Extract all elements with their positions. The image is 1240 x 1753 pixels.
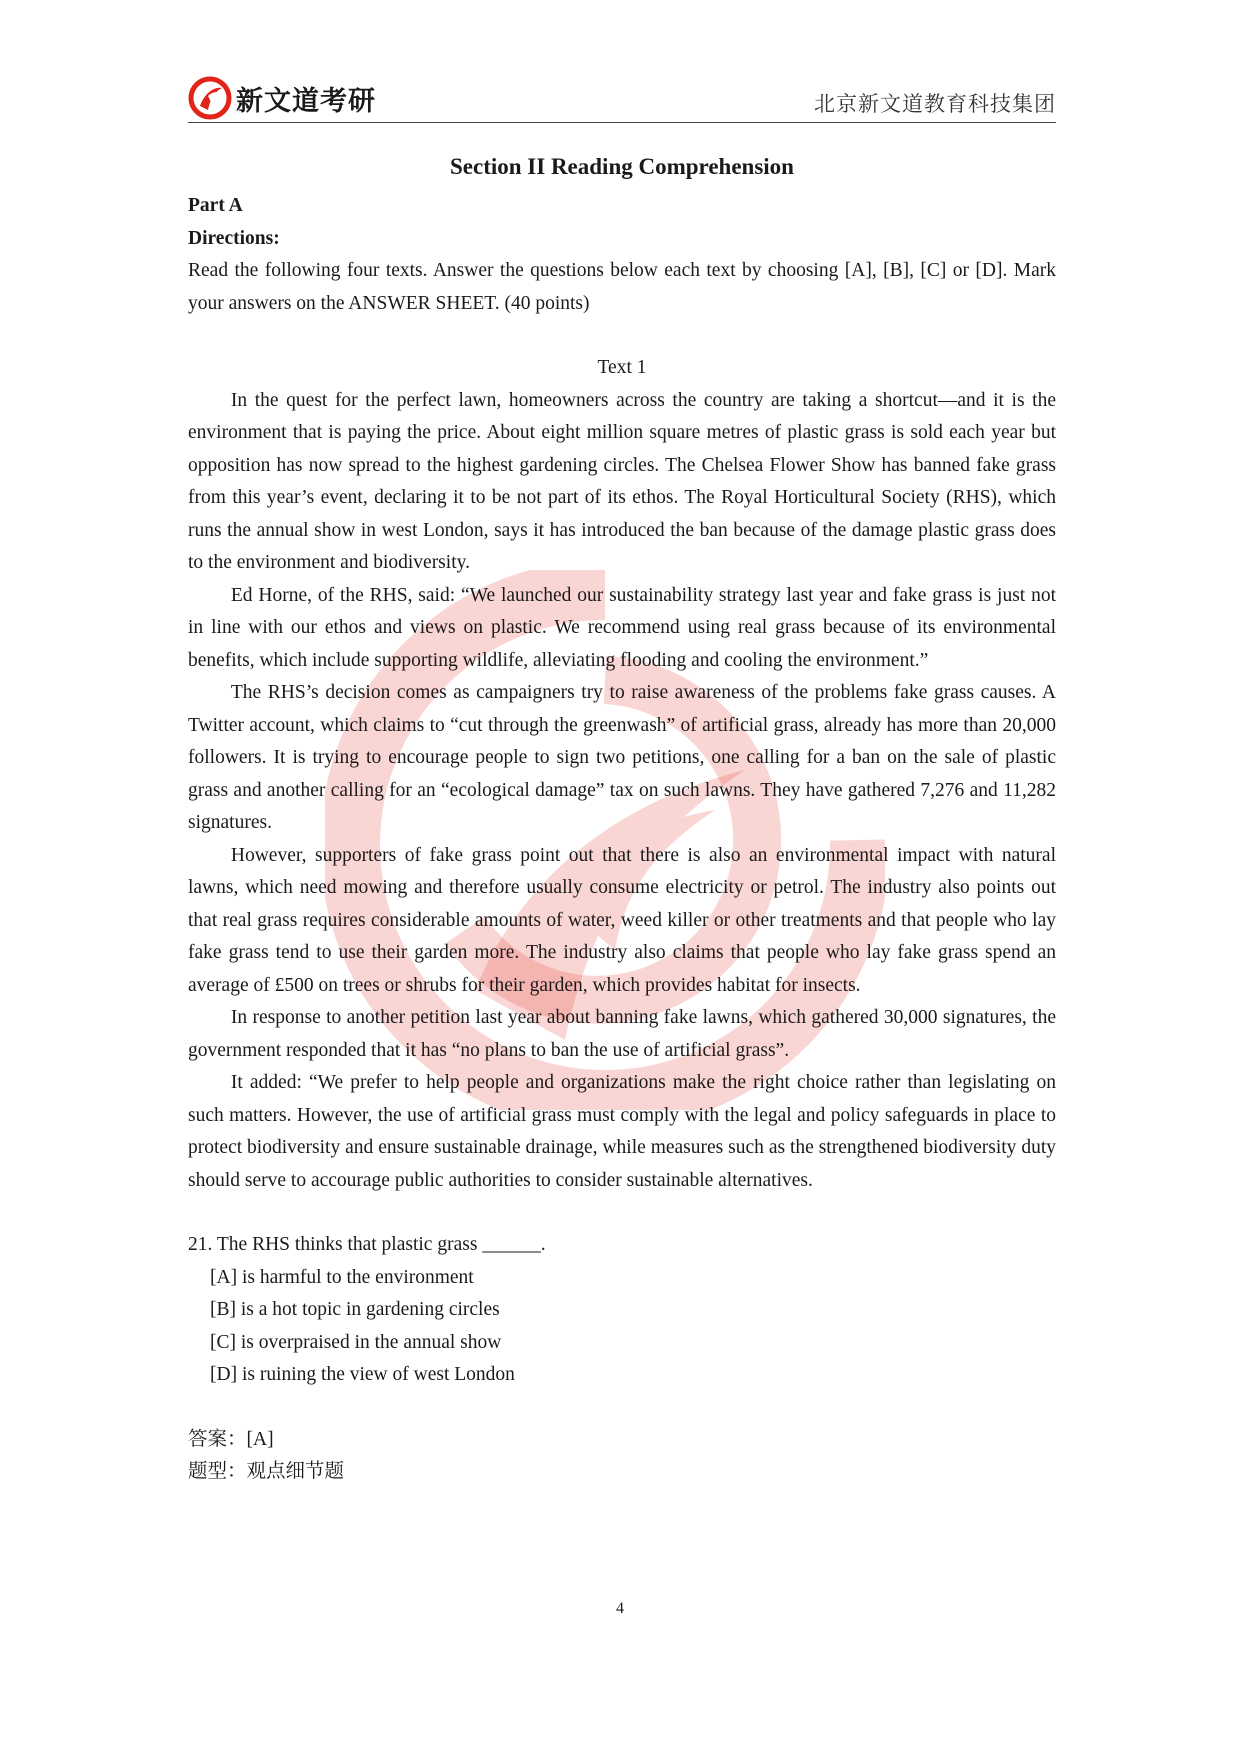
paragraph-6: It added: “We prefer to help people and organizations make the right choice rather than legislating on such matters. However, the use of artificial grass must comply with the legal and policy safeguards in place to protect biodiversity and ensure sustainable drainage, while measures such as the strengthened biodiversity duty should serve to accourage public authorities to consider sustainable alternatives. (188, 1072, 1056, 1191)
answer-line: 答案：[A] (188, 1428, 274, 1450)
directions-text: Read the following four texts. Answer the questions below each text by choosing [A], [B], [C] or [D]. Mark your answers on the ANSWER SHEET. (40 points) (188, 260, 1056, 314)
paragraph-1: In the quest for the perfect lawn, homeowners across the country are taking a shortcut—and it is the environment that is paying the price. About eight million square metres of plastic grass is sold each year but opposition has now spread to the highest gardening circles. The Chelsea Flower Show has banned fake grass from this year’s event, declaring it to be not part of its ethos. The Royal Horticultural Society (RHS), which runs the annual show in west London, says it has introduced the ban because of the damage plastic grass does to the environment and biodiversity. (188, 389, 1056, 573)
directions-label: Directions: (188, 227, 280, 249)
option-d: [D] is ruining the view of west London (210, 1364, 515, 1385)
part-label: Part A (188, 195, 243, 216)
question-type-line: 题型：观点细节题 (188, 1461, 345, 1482)
option-c: [C] is overpraised in the annual show (210, 1331, 502, 1353)
question-stem: 21. The RHS thinks that plastic grass ______. (188, 1234, 546, 1255)
paragraph-2: Ed Horne, of the RHS, said: “We launched our sustainability strategy last year and fake grass is just not in line with our ethos and views on plastic. We recommend using real grass because of its environmental benefits, which include supporting wildlife, alleviating flooding and cooling the environment.” (188, 584, 1056, 671)
option-a: [A] is harmful to the environment (210, 1266, 474, 1288)
section-title: Section II Reading Comprehension (450, 154, 794, 179)
text-title: Text 1 (597, 357, 647, 378)
page-header (188, 72, 1056, 123)
paragraph-5: In response to another petition last year about banning fake lawns, which gathered 30,000 signatures, the government responded that it has “no plans to ban the use of artificial grass”. (188, 1007, 1056, 1061)
logo-icon (188, 76, 232, 120)
paragraph-4: However, supporters of fake grass point out that there is also an environmental impact with natural lawns, which need mowing and therefore usually consume electricity or petrol. The industry also points out that real grass requires considerable amounts of water, weed killer or other treatments and that people who lay fake grass tend to use their garden more. The industry also claims that people who lay fake grass spend an average of £500 on trees or shrubs for their garden, which provides habitat for insects. (188, 844, 1056, 996)
option-b: [B] is a hot topic in gardening circles (210, 1299, 500, 1320)
logo-text: 新文道考研 (236, 85, 376, 117)
organization-name: 北京新文道教育科技集团 (814, 92, 1056, 116)
paragraph-3: The RHS’s decision comes as campaigners try to raise awareness of the problems fake grass causes. A Twitter account, which claims to “cut through the greenwash” of artificial grass, already has more than 20,000 followers. It is trying to encourage people to sign two petitions, one calling for a ban on the sale of plastic grass and another calling for an “ecological damage” tax on such lawns. They have gathered 7,276 and 11,282 signatures. (188, 682, 1056, 833)
page-number: 4 (616, 1600, 624, 1617)
main-content (188, 150, 1056, 1489)
logo (188, 76, 376, 120)
